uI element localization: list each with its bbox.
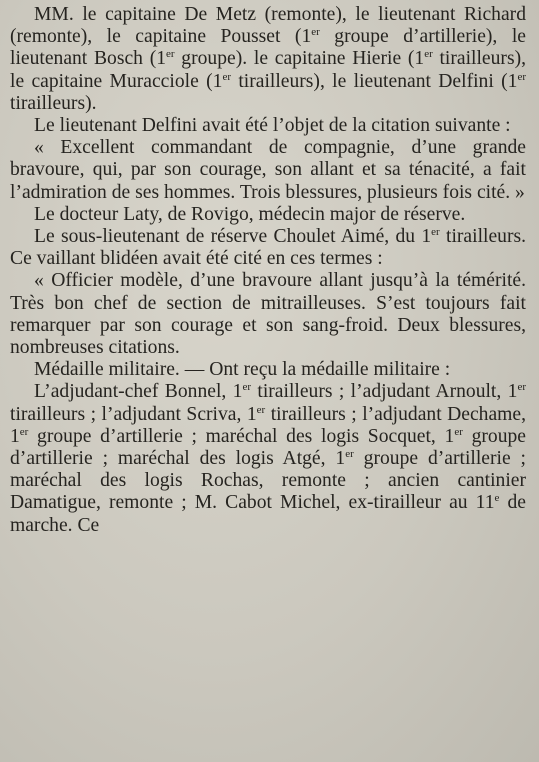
article-column [10, 4, 526, 537]
ordinal-superscript: er [222, 70, 231, 83]
article-paragraph [10, 381, 526, 536]
paragraph-text: tirailleurs. Ce vaillant blidéen avait été cité en ces termes : [10, 226, 526, 270]
paragraph-text: tirailleurs ; l’adjudant Scriva, 1 [10, 403, 257, 425]
paragraph-text: tirailleurs). [10, 92, 97, 114]
paragraph-text: de marche. Ce [10, 492, 526, 536]
paragraph-text: Médaille militaire. — Ont reçu la médaille militaire : [34, 359, 451, 381]
ordinal-superscript: er [256, 403, 266, 416]
article-paragraph [10, 137, 526, 204]
ordinal-superscript: er [345, 448, 354, 461]
paragraph-text: « Excellent commandant de compagnie, d’une grande bravoure, qui, par son courage, son allant et sa ténacité, a fait l’admiration de ses hommes. Trois blessures, plusieurs fois cité. » [10, 137, 526, 203]
paragraph-text: Le docteur Laty, de Rovigo, médecin major de réserve. [34, 203, 466, 225]
ordinal-superscript: er [311, 26, 320, 39]
paragraph-text: groupe d’artillerie), le lieutenant Bosch (1 [10, 26, 526, 70]
ordinal-superscript: er [166, 48, 175, 61]
ordinal-superscript: er [431, 226, 440, 239]
article-paragraph [10, 359, 526, 381]
ordinal-superscript: er [424, 48, 433, 61]
article-paragraph [10, 226, 526, 270]
ordinal-superscript: er [517, 381, 526, 394]
paragraph-text: MM. le capitaine De Metz (remonte), le lieutenant Richard (remonte), le capitaine Pousset (1 [10, 4, 526, 48]
paragraph-text: groupe). le capitaine Hierie (1 [174, 48, 425, 70]
ordinal-superscript: er [454, 425, 463, 438]
paragraph-text: « Officier modèle, d’une bravoure allant jusqu’à la témérité. Très bon chef de section de mitrailleuses. S’est toujours fait remarquer par son courage et son sang-froid. Deux blessures, nombreuses citations. [10, 270, 526, 359]
paragraph-text: tirailleurs), le lieutenant Delfini (1 [230, 70, 518, 92]
paragraph-text: groupe d’artillerie ; maréchal des logis Rochas, remonte ; ancien cantinier Damatigue, remonte ; M. Cabot Michel, ex-tirailleur au 11 [10, 448, 527, 514]
ordinal-superscript: er [242, 381, 252, 394]
article-paragraph [10, 115, 526, 137]
paragraph-text: groupe d’artillerie ; maréchal des logis Socquet, 1 [28, 425, 455, 447]
paragraph-text: L’adjudant-chef Bonnel, 1 [34, 381, 243, 403]
paragraph-text: Le lieutenant Delfini avait été l’objet de la citation suivante : [34, 115, 511, 137]
paragraph-text: tirailleurs), le capitaine Muracciole (1 [10, 48, 526, 92]
article-paragraph [10, 204, 526, 226]
paragraph-text: tirailleurs ; l’adjudant Arnoult, 1 [251, 381, 518, 403]
paragraph-text: tirailleurs ; l’adjudant Dechame, 1 [10, 403, 527, 447]
paragraph-text: Le sous-lieutenant de réserve Choulet Aimé, du 1 [34, 226, 432, 248]
ordinal-superscript: e [494, 492, 500, 505]
paragraph-text: groupe d’artillerie ; maréchal des logis Atgé, 1 [10, 425, 527, 470]
ordinal-superscript: er [19, 425, 29, 438]
article-paragraph [10, 4, 526, 115]
article-paragraph [10, 270, 526, 359]
ordinal-superscript: er [517, 70, 526, 83]
